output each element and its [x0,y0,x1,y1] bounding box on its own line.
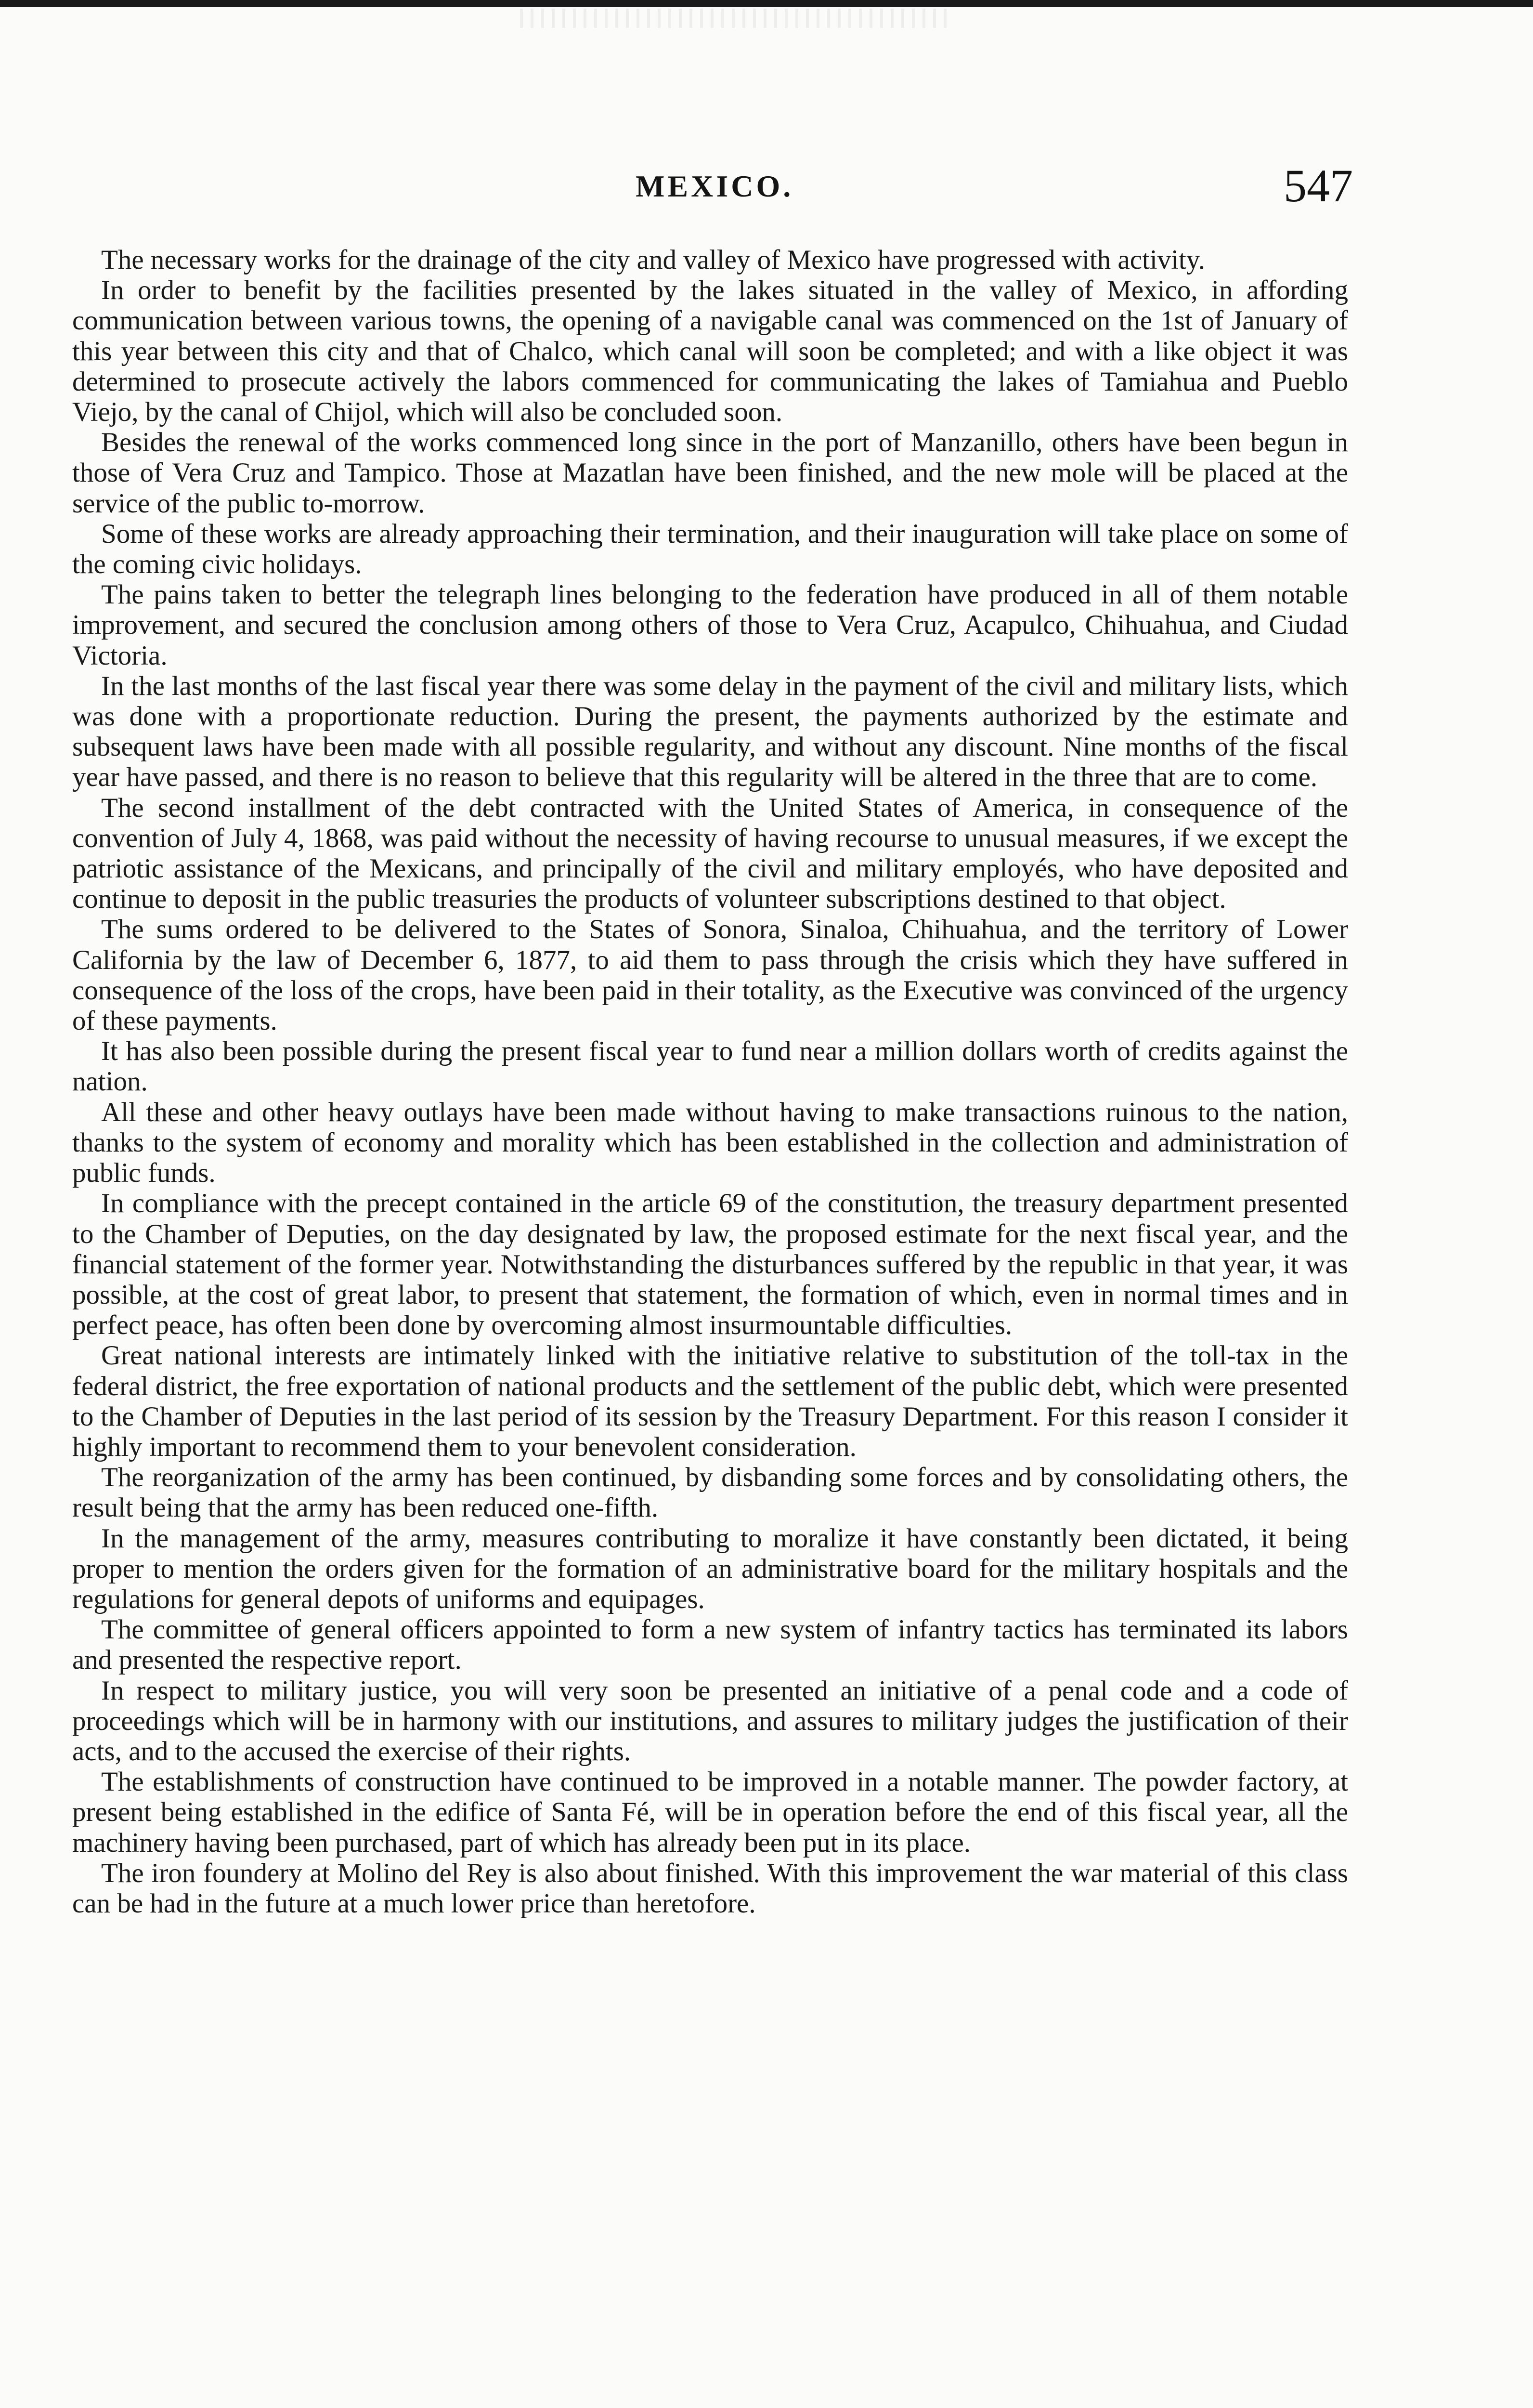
print-bleed-artifact [520,9,953,28]
page-number: 547 [1284,160,1353,211]
paragraph: Besides the renewal of the works commenced long since in the port of Manzanillo, others have been begun in those of Vera Cruz and Tampico. Those at Mazatlan have been finished, and the new mole will be placed at the service of the public to-morrow. [72,427,1348,519]
paragraph: All these and other heavy outlays have been made without having to make transactions ruinous to the nation, thanks to the system of economy and morality which has been established in the collection and administration of public funds. [72,1097,1348,1189]
paragraph: The committee of general officers appointed to form a new system of infantry tactics has terminated its labors and presented the respective report. [72,1614,1348,1675]
paragraph: The reorganization of the army has been continued, by disbanding some forces and by consolidating others, the result being that the army has been reduced one-fifth. [72,1462,1348,1523]
paragraph: In compliance with the precept contained in the article 69 of the constitution, the treasury department presented to the Chamber of Deputies, on the day designated by law, the proposed estimate for the next fiscal year, and the financial statement of the former year. Notwithstanding the disturbances suffered by the republic in that year, it was possible, at the cost of great labor, to present that statement, the formation of which, even in normal times and in perfect peace, has often been done by overcoming almost insurmountable difficulties. [72,1188,1348,1341]
paragraph: It has also been possible during the present fiscal year to fund near a million dollars worth of credits against the nation. [72,1036,1348,1097]
page-header [72,159,1353,217]
paragraph: The establishments of construction have continued to be improved in a notable manner. The powder factory, at present being established in the edifice of Santa Fé, will be in operation before the end of this fiscal year, all the machinery having been purchased, part of which has already been put in its place. [72,1767,1348,1858]
paragraph: The second installment of the debt contracted with the United States of America, in consequence of the convention of July 4, 1868, was paid without the necessity of having recourse to unusual measures, if we except the patriotic assistance of the Mexicans, and principally of the civil and military employés, who have deposited and continue to deposit in the public treasuries the products of volunteer subscriptions destined to that object. [72,792,1348,915]
top-edge-rule [0,0,1533,7]
paragraph: In respect to military justice, you will very soon be presented an initiative of a penal code and a code of proceedings which will be in harmony with our institutions, and assures to military judges the justification of their acts, and to the accused the exercise of their rights. [72,1675,1348,1767]
running-title: MEXICO. [636,169,794,203]
body-text [72,245,1348,1919]
paragraph: The pains taken to better the telegraph lines belonging to the federation have produced in all of them notable improvement, and secured the conclusion among others of those to Vera Cruz, Acapulco, Chihuahua, and Ciudad Victoria. [72,579,1348,671]
paragraph: The iron foundery at Molino del Rey is also about finished. With this improvement the war material of this class can be had in the future at a much lower price than heretofore. [72,1858,1348,1919]
paragraph: In order to benefit by the facilities presented by the lakes situated in the valley of Mexico, in affording communication between various towns, the opening of a navigable canal was commenced on the 1st of January of this year between this city and that of Chalco, which canal will soon be completed; and with a like object it was determined to prosecute actively the labors commenced for communicating the lakes of Tamiahua and Pueblo Viejo, by the canal of Chijol, which will also be concluded soon. [72,275,1348,428]
paragraph: The sums ordered to be delivered to the States of Sonora, Sinaloa, Chihuahua, and the territory of Lower California by the law of December 6, 1877, to aid them to pass through the crisis which they have suffered in consequence of the loss of the crops, have been paid in their totality, as the Executive was convinced of the urgency of these payments. [72,914,1348,1036]
paragraph: Some of these works are already approaching their termination, and their inauguration will take place on some of the coming civic holidays. [72,518,1348,580]
paragraph: In the last months of the last fiscal year there was some delay in the payment of the civil and military lists, which was done with a proportionate reduction. During the present, the payments authorized by the estimate and subsequent laws have been made with all possible regularity, and without any discount. Nine months of the fiscal year have passed, and there is no reason to believe that this regularity will be altered in the three that are to come. [72,670,1348,793]
paragraph: In the management of the army, measures contributing to moralize it have constantly been dictated, it being proper to mention the orders given for the formation of an administrative board for the military hospitals and the regulations for general depots of uniforms and equipages. [72,1523,1348,1614]
paragraph: The necessary works for the drainage of the city and valley of Mexico have progressed with activity. [101,245,1205,275]
paragraph: Great national interests are intimately linked with the initiative relative to substitution of the toll-tax in the federal district, the free exportation of national products and the settlement of the public debt, which were presented to the Chamber of Deputies in the last period of its session by the Treasury Department. For this reason I consider it highly important to recommend them to your benevolent consideration. [72,1340,1348,1462]
